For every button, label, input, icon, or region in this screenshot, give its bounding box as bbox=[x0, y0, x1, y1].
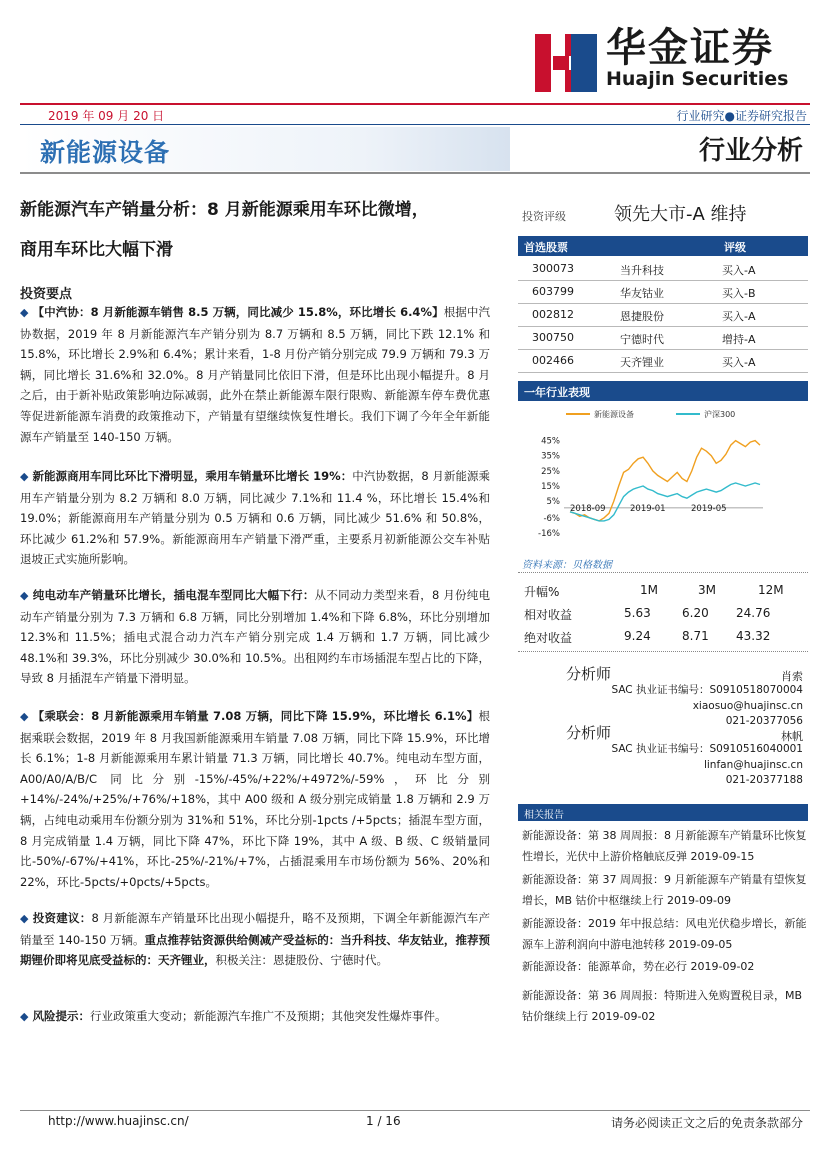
analyst-1-email[interactable]: xiaosuo@huajinsc.cn bbox=[692, 699, 803, 712]
returns-label: 绝对收益 bbox=[524, 631, 573, 645]
analyst-1-sac: SAC 执业证书编号：S0910518070004 bbox=[611, 684, 803, 696]
key-points-title: 投资要点 bbox=[20, 287, 73, 302]
related-report-2[interactable]: 新能源设备：第 37 周周报：9 月新能源车产销量有望恢复增长，MB 钴价中枢继续上行 2019-09-09 bbox=[522, 873, 807, 907]
sector-title: 新能源设备 bbox=[40, 138, 171, 167]
returns-header-12m: 12M bbox=[758, 583, 784, 597]
stock-name: 恩捷股份 bbox=[620, 310, 664, 323]
returns-3m: 8.71 bbox=[682, 629, 709, 643]
stock-row[interactable] bbox=[518, 327, 808, 350]
footer-disclaimer: 请务必阅读正文之后的免责条款部分 bbox=[610, 1116, 803, 1130]
dotted-divider bbox=[518, 651, 808, 652]
analyst-1-phone: 021-20377056 bbox=[725, 715, 803, 727]
returns-header-label: 升幅% bbox=[524, 585, 560, 599]
report-date: 2019 年 09 月 20 日 bbox=[48, 109, 165, 123]
dotted-divider bbox=[518, 572, 808, 573]
stock-code: 002466 bbox=[532, 354, 574, 367]
returns-row-relative bbox=[518, 603, 808, 625]
legend-label-0: 新能源设备 bbox=[594, 410, 634, 419]
paragraph-5 bbox=[20, 908, 490, 971]
returns-1m: 9.24 bbox=[624, 629, 651, 643]
returns-header-1m: 1M bbox=[640, 583, 658, 597]
stocks-header-left: 首选股票 bbox=[524, 241, 568, 254]
paragraph-3 bbox=[20, 585, 490, 689]
stock-rating: 买入-B bbox=[722, 287, 756, 300]
y-tick-label: 15% bbox=[541, 482, 560, 493]
y-tick-label: 25% bbox=[541, 466, 560, 477]
diamond-bullet-icon: ◆ bbox=[20, 1010, 29, 1023]
analyst-2-title: 分析师 bbox=[566, 724, 612, 742]
paragraph-1 bbox=[20, 302, 490, 447]
returns-3m: 6.20 bbox=[682, 606, 709, 620]
returns-12m: 24.76 bbox=[736, 606, 771, 620]
stock-rating: 买入-A bbox=[722, 310, 756, 323]
paragraph-4-text: 根据乘联会数据，2019 年 8 月我国新能源乘用车销量 7.08 万辆，同比下降 15.9%，环比增长 6.1%；1-8 月新能源乘用车累计销量 71.3 万辆，同比增长 40.7%。纯电动车型方面，A00/A0/A/B/C 同比分别-15%/-45%/+22%/+4972%/-59%，环比分别+14%/-24%/+25%/+76%/+18%，其中 A00 级和 A 级分别完成销量 1.8 万辆和 2.9 万辆，占纯电动乘用车份额分别为 31%和 51%，环比分别-1pcts /+5pcts；插混车型方面，8 月完成销量 1.4 万辆，同比下降 47%，环比下降 19%，其中 A 级、B 级、C 级销量同比-50%/-67%/+41%，环比-25%/-21%/+7%，占插混乘用车市场份额为 56%、20%和 22%，环比-5pcts/+0pcts/+5pcts。 bbox=[20, 709, 490, 889]
paragraph-6-text: 行业政策重大变动；新能源汽车推广不及预期；其他突发性爆炸事件。 bbox=[89, 1009, 447, 1023]
related-report-5[interactable]: 新能源设备：第 36 周周报：特斯进入免购置税目录，MB 钴价继续上行 2019-09-02 bbox=[522, 989, 803, 1023]
stock-name: 当升科技 bbox=[620, 264, 664, 277]
stock-name: 华友钴业 bbox=[620, 287, 664, 300]
rating-label: 投资评级 bbox=[522, 210, 566, 223]
rating-value: 领先大市-A 维持 bbox=[614, 204, 747, 225]
header-gray-divider bbox=[20, 172, 810, 174]
paragraph-3-bold: 纯电动车产销量环比增长，插电混车型同比大幅下行： bbox=[32, 588, 315, 602]
analyst-2-name: 林帆 bbox=[781, 730, 803, 743]
related-report-1[interactable]: 新能源设备：第 38 周周报：8 月新能源车产销量环比恢复性增长，光伏中上游价格触底反弹 2019-09-15 bbox=[522, 829, 807, 863]
paragraph-2-bold: 新能源商用车同比环比下滑明显，乘用车销量环比增长 19%： bbox=[32, 469, 353, 483]
analyst-1-name: 肖索 bbox=[781, 670, 803, 683]
analyst-1-info bbox=[611, 683, 803, 730]
stock-code: 300750 bbox=[532, 331, 574, 344]
analyst-1-title: 分析师 bbox=[566, 665, 612, 683]
brand-name-en: Huajin Securities bbox=[606, 68, 789, 90]
legend-label-1: 沪深300 bbox=[704, 410, 736, 419]
footer-url[interactable]: http://www.huajinsc.cn/ bbox=[48, 1114, 189, 1128]
analyst-2-email[interactable]: linfan@huajinsc.cn bbox=[703, 758, 803, 771]
stock-code: 002812 bbox=[532, 308, 574, 321]
headline-line-1: 新能源汽车产销量分析：8 月新能源乘用车环比微增， bbox=[20, 200, 429, 220]
stock-code: 300073 bbox=[532, 262, 574, 275]
stock-row[interactable] bbox=[518, 350, 808, 373]
header-red-divider bbox=[20, 103, 810, 105]
stock-rating: 买入-A bbox=[722, 264, 756, 277]
y-tick-label: 45% bbox=[541, 436, 560, 447]
stock-row[interactable] bbox=[518, 281, 808, 304]
paragraph-5-text: 8 月新能源车产销量环比出现小幅提升，略不及预期，下调全年新能源汽车产销量至 140-150 万辆。 bbox=[20, 911, 491, 947]
diamond-bullet-icon: ◆ bbox=[20, 710, 29, 723]
headline-line-2: 商用车环比大幅下滑 bbox=[20, 240, 173, 260]
y-tick-label: -6% bbox=[543, 513, 560, 524]
analyst-2-phone: 021-20377188 bbox=[725, 774, 803, 786]
stocks-header-right: 评级 bbox=[724, 241, 746, 254]
y-tick-label: 5% bbox=[546, 497, 560, 508]
stock-code: 603799 bbox=[532, 285, 574, 298]
stock-rating: 增持-A bbox=[722, 333, 756, 346]
brand-name-cn: 华金证券 bbox=[606, 25, 774, 71]
stock-row[interactable] bbox=[518, 304, 808, 327]
returns-1m: 5.63 bbox=[624, 606, 651, 620]
paragraph-4-bold: 【乘联会：8 月新能源乘用车销量 7.08 万辆，同比下降 15.9%，环比增长 6.1%】 bbox=[32, 709, 479, 723]
paragraph-6-bold: 风险提示： bbox=[32, 1009, 90, 1023]
diamond-bullet-icon: ◆ bbox=[20, 589, 29, 602]
paragraph-6 bbox=[20, 1006, 490, 1028]
paragraph-1-bold: 【中汽协：8 月新能源车销售 8.5 万辆，同比减少 15.8%，环比增长 6.4%】 bbox=[32, 305, 444, 319]
report-type: 行业研究●证券研究报告 bbox=[676, 109, 807, 123]
series-line-1 bbox=[570, 483, 760, 521]
paragraph-3-text: 从不同动力类型来看，8 月份纯电动车产销量分别为 7.3 万辆和 6.8 万辆，同比分别增加 1.4%和下降 6.8%，环比分别增加 12.3%和 11.5%；插电式混合动力汽车产销分别完成 1.4 万辆和 1.7 万辆，同比减少 48.1%和 39.3%，环比分别减少 30.0%和 10.5%。出租网约车市场插混车型占比的下降，导致 8 月插混车产销量下滑明显。 bbox=[20, 588, 490, 686]
paragraph-2-text: 中汽协数据，8 月新能源乘用车产销量分别为 8.2 万辆和 8.0 万辆，同比减少 7.1%和 11.4 %，环比增长 15.4%和 19.0%；新能源商用车产销量分别为 0.5 万辆和 0.6 万辆，同比减少 51.6% 和 50.8%，环比减少 61.2%和 57.9%。新能源商用车产销量下滑严重，主要系月初新能源公交车补贴退坡正式实施所影响。 bbox=[20, 469, 490, 567]
analyst-2-info bbox=[611, 742, 803, 789]
analyst-2-sac: SAC 执业证书编号：S0910516040001 bbox=[611, 743, 803, 755]
huajin-logo-icon bbox=[535, 34, 597, 92]
returns-12m: 43.32 bbox=[736, 629, 771, 643]
page-number: 1 / 16 bbox=[366, 1114, 401, 1128]
related-report-3[interactable]: 新能源设备：2019 年中报总结：风电光伏稳步增长，新能源车上游利润向中游电池转移 2019-09-05 bbox=[522, 917, 807, 951]
paragraph-5-bold-2: 重点推荐钴资源供给侧减产受益标的：当升科技、华友钴业，推荐预期锂价即将见底受益标的：天齐锂业， bbox=[20, 932, 490, 968]
paragraph-1-text: 根据中汽协数据，2019 年 8 月新能源汽车产销分别为 8.7 万辆和 8.5 万辆，同比下跌 12.1% 和 15.8%，环比增长 2.9%和 6.4%；累计来看，1-8 月份产销分别完成 79.9 万辆和 79.3 万辆，同比增长 31.6%和 32.0%。8 月产销量同比依旧下滑，但是环比出现小幅提升。8 月之后，由于新补贴政策影响边际减弱，此外在禁止新能源车限行限购、新能源车停车费优惠等促进新能源车消费的政策推动下，产销量有望继续恢复性增长。我们下调了今年全年新能源车产销量至 140-150 万辆。 bbox=[20, 305, 491, 444]
stock-row[interactable] bbox=[518, 258, 808, 281]
returns-label: 相对收益 bbox=[524, 608, 573, 622]
stocks-table-header bbox=[518, 236, 808, 256]
paragraph-2 bbox=[20, 466, 490, 570]
stock-name: 天齐锂业 bbox=[620, 356, 664, 369]
stock-rating: 买入-A bbox=[722, 356, 756, 369]
performance-chart bbox=[518, 403, 808, 553]
y-tick-label: -16% bbox=[538, 529, 560, 539]
x-tick-label: 2018-09 bbox=[570, 503, 606, 514]
headline bbox=[20, 190, 500, 270]
paragraph-5-bold: 投资建议： bbox=[32, 911, 92, 925]
diamond-bullet-icon: ◆ bbox=[20, 306, 29, 319]
returns-header bbox=[518, 580, 808, 602]
y-tick-label: 35% bbox=[541, 451, 560, 462]
x-tick-label: 2019-01 bbox=[630, 503, 666, 514]
diamond-bullet-icon: ◆ bbox=[20, 912, 29, 925]
paragraph-5-text-2: 积极关注：恩捷股份、宁德时代。 bbox=[215, 953, 388, 968]
header-blue-divider bbox=[20, 124, 810, 125]
related-title: 相关报告 bbox=[518, 804, 808, 821]
paragraph-4 bbox=[20, 706, 490, 892]
performance-title: 一年行业表现 bbox=[518, 381, 808, 401]
returns-header-3m: 3M bbox=[698, 583, 716, 597]
diamond-bullet-icon: ◆ bbox=[20, 470, 29, 483]
stock-name: 宁德时代 bbox=[620, 333, 664, 346]
chart-source: 资料来源：贝格数据 bbox=[522, 560, 612, 571]
related-report-4[interactable]: 新能源设备：能源革命，势在必行 2019-09-02 bbox=[522, 960, 755, 973]
doc-type: 行业分析 bbox=[698, 136, 803, 166]
footer-divider bbox=[20, 1110, 810, 1111]
x-tick-label: 2019-05 bbox=[691, 503, 727, 514]
returns-row-absolute bbox=[518, 626, 808, 648]
